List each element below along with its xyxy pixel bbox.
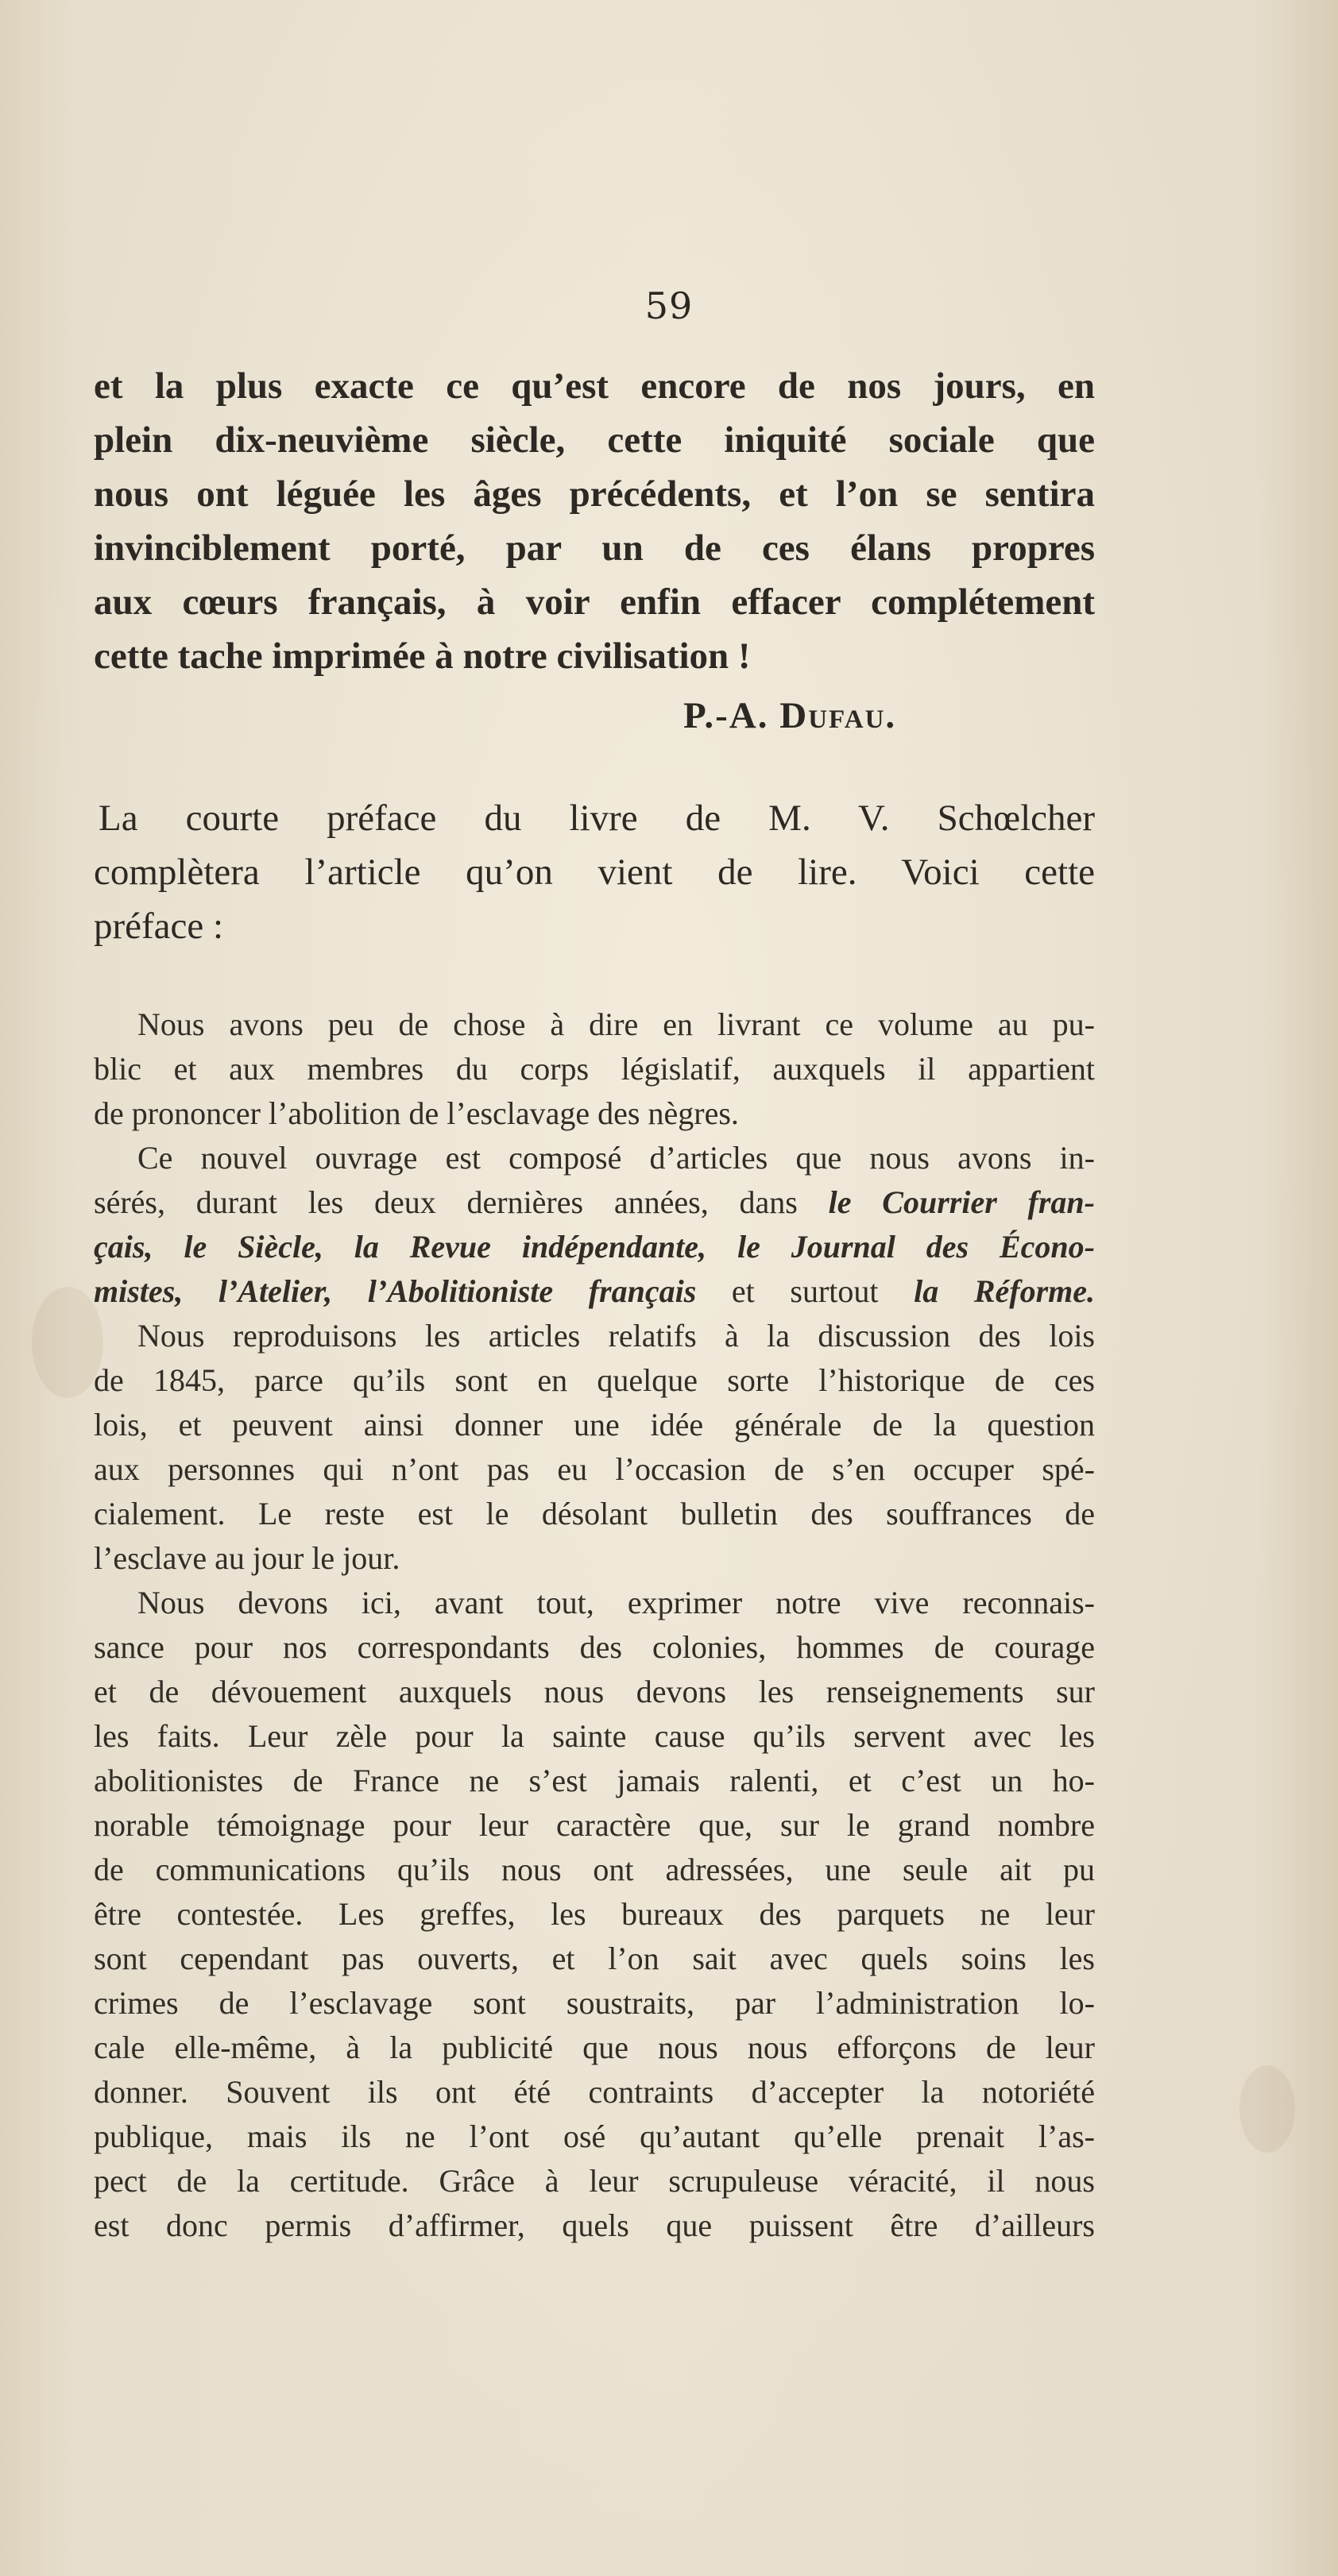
text-line: nous ont léguée les âges précédents, et l’on se sentira [94,473,1095,515]
preface-line: Ce nouvel ouvrage est composé d’articles que nous avons in- [137,1140,1095,1176]
paper-stain [32,1287,103,1398]
preface-line: Nous reproduisons les articles relatifs à la discussion des lois [137,1318,1095,1354]
italic-title: l’Atelier, [218,1273,333,1309]
intro-paragraph [94,791,1095,953]
preface-line: cialement. Le reste est le désolant bulletin des souffrances de [94,1496,1095,1531]
preface-line: de communications qu’ils nous ont adressées, une seule ait pu [94,1852,1095,1887]
preface-line-mixed [94,1180,1095,1225]
preface-line: lois, et peuvent ainsi donner une idée générale de la question [94,1407,1095,1442]
preface-line: crimes de l’esclavage sont soustraits, par l’administration lo- [94,1985,1095,2021]
preface-line-mixed [94,1269,1095,1314]
preface-line: sance pour nos correspondants des colonies, hommes de courage [94,1629,1095,1665]
preface-line: blic et aux membres du corps législatif, auxquels il appartient [94,1051,1095,1087]
preface-line: aux personnes qui n’ont pas eu l’occasion de s’en occuper spé- [94,1451,1095,1487]
text-line: invinciblement porté, par un de ces élans propres [94,527,1095,569]
italic-title: çais, [94,1229,153,1265]
preface-line: l’esclave au jour le jour. [94,1540,400,1576]
preface-text-run: sérés, durant les deux dernières années, dans [94,1184,798,1220]
paper-stain [1239,2065,1295,2153]
text-line: aux cœurs français, à voir enfin effacer complétement [94,581,1095,623]
preface-line: Nous avons peu de chose à dire en livrant ce volume au pu- [137,1006,1095,1042]
preface-line: Nous devons ici, avant tout, exprimer notre vive reconnais- [137,1585,1095,1620]
preface-line: pect de la certitude. Grâce à leur scrupuleuse véracité, il nous [94,2163,1095,2199]
signature-initials: P.-A. [683,695,780,736]
italic-title: le Courrier fran- [828,1184,1096,1220]
preface-line: est donc permis d’affirmer, quels que puissent être d’ailleurs [94,2207,1095,2243]
preface-text-run: et surtout [731,1273,879,1309]
preface-line: et de dévouement auxquels nous devons les renseignements sur [94,1674,1095,1709]
text-line: préface : [94,906,224,947]
italic-title: l’Abolitioniste français [367,1273,697,1309]
preface-text [94,1002,1095,2248]
preface-line: de prononcer l’abolition de l’esclavage des nègres. [94,1095,739,1131]
preface-line: être contestée. Les greffes, les bureaux des parquets ne leur [94,1896,1095,1932]
italic-title: le Siècle, la Revue indépendante, le Journal des Écono- [184,1229,1095,1265]
preface-line: cale elle-même, à la publicité que nous nous efforçons de leur [94,2030,1095,2065]
text-line: plein dix-neuvième siècle, cette iniquité sociale que [94,419,1095,461]
preface-line: sont cependant pas ouverts, et l’on sait avec quels soins les [94,1941,1095,1976]
text-line: cette tache imprimée à notre civilisation ! [94,635,751,677]
text-line: et la plus exacte ce qu’est encore de nos jours, en [94,365,1095,407]
italic-title: la Réforme. [914,1273,1096,1309]
preface-line: les faits. Leur zèle pour la sainte cause qu’ils servent avec les [94,1718,1095,1754]
italic-title: mistes, [94,1273,184,1309]
preface-line: publique, mais ils ne l’ont osé qu’autant qu’elle prenait l’as- [94,2118,1095,2154]
main-paragraph [94,359,1095,683]
author-signature [683,694,896,737]
signature-name: Dufau. [779,695,897,736]
preface-line-mixed [94,1225,1095,1269]
preface-line: norable témoignage pour leur caractère que, sur le grand nombre [94,1807,1095,1843]
preface-line: abolitionistes de France ne s’est jamais ralenti, et c’est un ho- [94,1763,1095,1798]
text-line: La courte préface du livre de M. V. Schœlcher [99,798,1095,839]
text-line: complètera l’article qu’on vient de lire. Voici cette [94,852,1095,893]
preface-line: donner. Souvent ils ont été contraints d’accepter la notoriété [94,2074,1095,2110]
preface-line: de 1845, parce qu’ils sont en quelque sorte l’historique de ces [94,1362,1095,1398]
page-number: 59 [644,284,694,327]
